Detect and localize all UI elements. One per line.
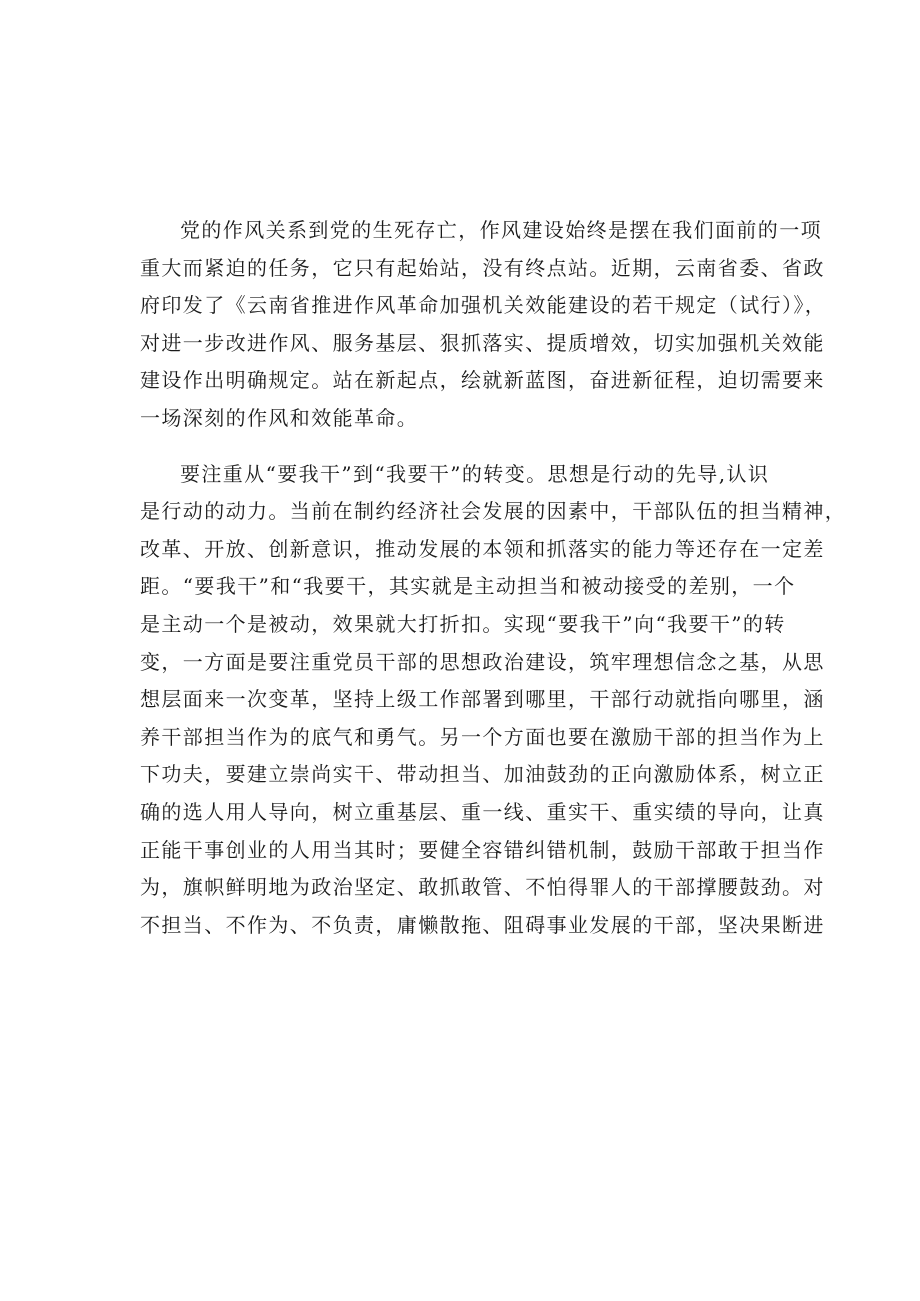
paragraph-line: 确的选人用人导向，树立重基层、重一线、重实干、重实绩的导向，让真 <box>140 799 825 824</box>
paragraph-line: 养干部担当作为的底气和勇气。另一个方面也要在激励干部的担当作为上 <box>140 724 825 749</box>
paragraph-line: 重大而紧迫的任务，它只有起始站，没有终点站。近期，云南省委、省政 <box>140 255 825 280</box>
paragraph-line: 是行动的动力。当前在制约经济社会发展的因素中，干部队伍的担当精神， <box>140 499 847 524</box>
paragraph-spacer <box>140 438 790 456</box>
paragraph-line: 是主动一个是被动，效果就大打折扣。实现“要我干”向“我要干”的转 <box>140 611 786 636</box>
paragraph-line: 一场深刻的作风和效能革命。 <box>140 405 419 430</box>
paragraph-line: 对进一步改进作风、服务基层、狠抓落实、提质增效，切实加强机关效能 <box>140 330 825 355</box>
paragraph-line: 下功夫，要建立崇尚实干、带动担当、加油鼓劲的正向激励体系，树立正 <box>140 762 825 787</box>
paragraph-line: 党的作风关系到党的生死存亡，作风建设始终是摆在我们面前的一项 <box>180 218 822 242</box>
paragraph-transformation <box>140 456 847 945</box>
paragraph-line: 为，旗帜鲜明地为政治坚定、敢抓敢管、不怕得罪人的干部撑腰鼓劲。对 <box>140 875 825 900</box>
paragraph-line: 要注重从“要我干”到“我要干”的转变。思想是行动的先导,认识 <box>180 461 770 486</box>
paragraph-line: 建设作出明确规定。站在新起点，绘就新蓝图，奋进新征程，迫切需要来 <box>140 368 825 393</box>
paragraph-line: 府印发了《云南省推进作风革命加强机关效能建设的若干规定（试行）》， <box>140 293 827 318</box>
paragraph-line: 变，一方面是要注重党员干部的思想政治建设，筑牢理想信念之基，从思 <box>140 649 825 674</box>
paragraph-line: 距。“要我干”和“我要干，其实就是主动担当和被动接受的差别，一个 <box>140 574 796 599</box>
paragraph-line: 想层面来一次变革，坚持上级工作部署到哪里，干部行动就指向哪里，涵 <box>140 687 825 712</box>
paragraph-line: 不担当、不作为、不负责，庸懒散拖、阻碍事业发展的干部，坚决果断进 <box>140 912 825 937</box>
paragraph-intro <box>140 212 827 438</box>
document-body <box>140 212 847 944</box>
paragraph-line: 改革、开放、创新意识，推动发展的本领和抓落实的能力等还存在一定差 <box>140 536 825 561</box>
paragraph-line: 正能干事创业的人用当其时；要健全容错纠错机制，鼓励干部敢于担当作 <box>140 837 825 862</box>
